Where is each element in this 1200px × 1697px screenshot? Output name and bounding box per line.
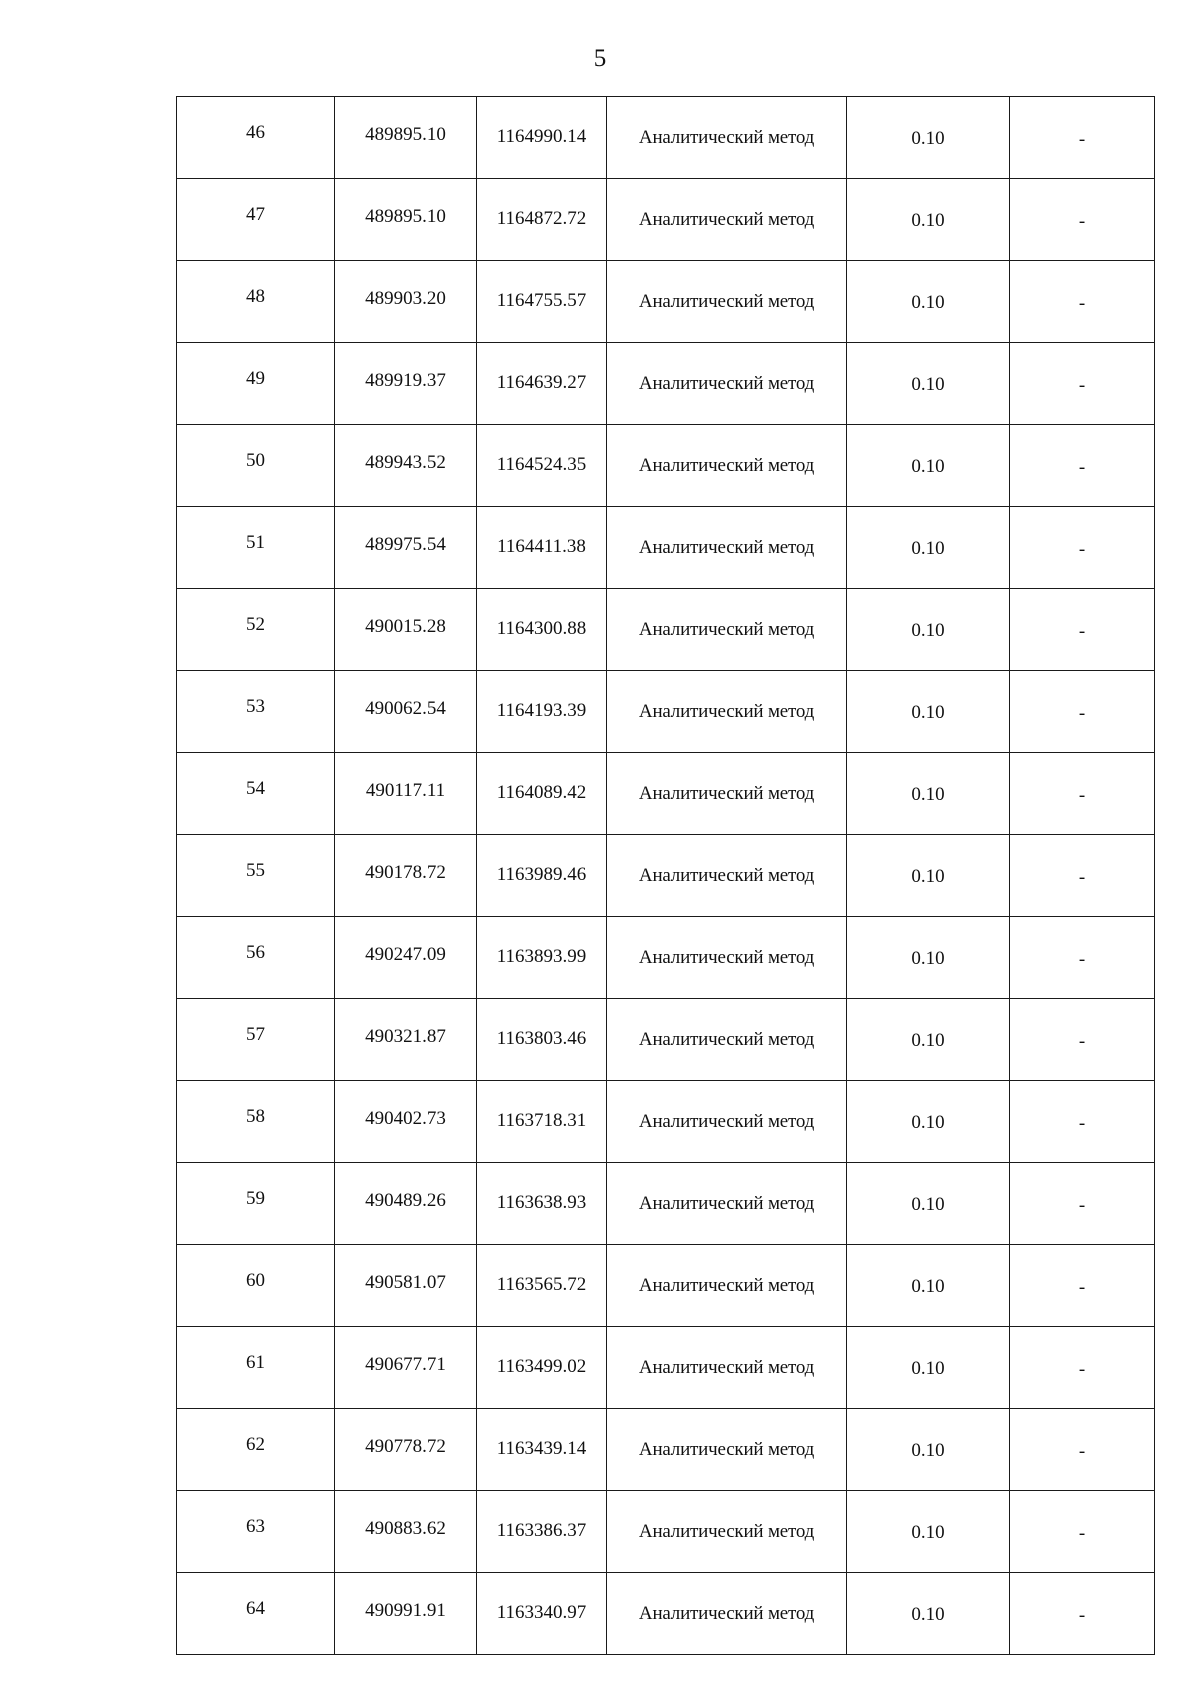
point-number-cell: 63 — [177, 1491, 335, 1573]
x-coordinate-cell: 490883.62 — [335, 1491, 477, 1573]
method-cell: Аналитический метод — [607, 1327, 847, 1409]
point-number-cell: 47 — [177, 179, 335, 261]
method-cell: Аналитический метод — [607, 589, 847, 671]
method-cell: Аналитический метод — [607, 835, 847, 917]
point-number-cell: 62 — [177, 1409, 335, 1491]
accuracy-cell: 0.10 — [847, 1327, 1010, 1409]
accuracy-cell: 0.10 — [847, 507, 1010, 589]
x-coordinate-cell: 490581.07 — [335, 1245, 477, 1327]
accuracy-cell: 0.10 — [847, 1163, 1010, 1245]
note-cell: - — [1010, 999, 1155, 1081]
table-row — [177, 179, 1155, 261]
point-number-cell: 50 — [177, 425, 335, 507]
y-coordinate-cell: 1164872.72 — [477, 179, 607, 261]
table-row — [177, 97, 1155, 179]
y-coordinate-cell: 1163565.72 — [477, 1245, 607, 1327]
note-cell: - — [1010, 1081, 1155, 1163]
table-row — [177, 507, 1155, 589]
coordinates-table-body — [177, 97, 1155, 1655]
table-row — [177, 1163, 1155, 1245]
method-cell: Аналитический метод — [607, 97, 847, 179]
note-cell: - — [1010, 917, 1155, 999]
point-number-cell: 48 — [177, 261, 335, 343]
accuracy-cell: 0.10 — [847, 1491, 1010, 1573]
point-number-cell: 54 — [177, 753, 335, 835]
x-coordinate-cell: 490489.26 — [335, 1163, 477, 1245]
note-cell: - — [1010, 425, 1155, 507]
point-number-cell: 57 — [177, 999, 335, 1081]
note-cell: - — [1010, 1573, 1155, 1655]
x-coordinate-cell: 490677.71 — [335, 1327, 477, 1409]
method-cell: Аналитический метод — [607, 671, 847, 753]
y-coordinate-cell: 1163386.37 — [477, 1491, 607, 1573]
table-row — [177, 917, 1155, 999]
note-cell: - — [1010, 261, 1155, 343]
point-number-cell: 51 — [177, 507, 335, 589]
point-number-cell: 60 — [177, 1245, 335, 1327]
method-cell: Аналитический метод — [607, 1573, 847, 1655]
method-cell: Аналитический метод — [607, 999, 847, 1081]
y-coordinate-cell: 1164639.27 — [477, 343, 607, 425]
note-cell: - — [1010, 507, 1155, 589]
x-coordinate-cell: 490117.11 — [335, 753, 477, 835]
accuracy-cell: 0.10 — [847, 261, 1010, 343]
page-number: 5 — [593, 45, 607, 72]
table-row — [177, 589, 1155, 671]
table-row — [177, 1573, 1155, 1655]
x-coordinate-cell: 489895.10 — [335, 179, 477, 261]
method-cell: Аналитический метод — [607, 179, 847, 261]
accuracy-cell: 0.10 — [847, 97, 1010, 179]
point-number-cell: 46 — [177, 97, 335, 179]
coordinates-table-container — [176, 96, 1154, 1655]
point-number-cell: 49 — [177, 343, 335, 425]
note-cell: - — [1010, 1491, 1155, 1573]
y-coordinate-cell: 1163718.31 — [477, 1081, 607, 1163]
accuracy-cell: 0.10 — [847, 1573, 1010, 1655]
table-row — [177, 1081, 1155, 1163]
accuracy-cell: 0.10 — [847, 343, 1010, 425]
accuracy-cell: 0.10 — [847, 179, 1010, 261]
x-coordinate-cell: 490178.72 — [335, 835, 477, 917]
point-number-cell: 52 — [177, 589, 335, 671]
y-coordinate-cell: 1164300.88 — [477, 589, 607, 671]
x-coordinate-cell: 490778.72 — [335, 1409, 477, 1491]
point-number-cell: 58 — [177, 1081, 335, 1163]
point-number-cell: 53 — [177, 671, 335, 753]
x-coordinate-cell: 490991.91 — [335, 1573, 477, 1655]
y-coordinate-cell: 1163893.99 — [477, 917, 607, 999]
y-coordinate-cell: 1164089.42 — [477, 753, 607, 835]
x-coordinate-cell: 490247.09 — [335, 917, 477, 999]
y-coordinate-cell: 1163803.46 — [477, 999, 607, 1081]
x-coordinate-cell: 489895.10 — [335, 97, 477, 179]
x-coordinate-cell: 489919.37 — [335, 343, 477, 425]
note-cell: - — [1010, 753, 1155, 835]
note-cell: - — [1010, 835, 1155, 917]
accuracy-cell: 0.10 — [847, 1245, 1010, 1327]
accuracy-cell: 0.10 — [847, 835, 1010, 917]
note-cell: - — [1010, 1163, 1155, 1245]
method-cell: Аналитический метод — [607, 1245, 847, 1327]
method-cell: Аналитический метод — [607, 507, 847, 589]
table-row — [177, 1327, 1155, 1409]
method-cell: Аналитический метод — [607, 1163, 847, 1245]
x-coordinate-cell: 489943.52 — [335, 425, 477, 507]
method-cell: Аналитический метод — [607, 753, 847, 835]
method-cell: Аналитический метод — [607, 425, 847, 507]
coordinates-table — [176, 96, 1155, 1655]
method-cell: Аналитический метод — [607, 343, 847, 425]
method-cell: Аналитический метод — [607, 261, 847, 343]
note-cell: - — [1010, 97, 1155, 179]
y-coordinate-cell: 1163439.14 — [477, 1409, 607, 1491]
note-cell: - — [1010, 1409, 1155, 1491]
accuracy-cell: 0.10 — [847, 425, 1010, 507]
y-coordinate-cell: 1163499.02 — [477, 1327, 607, 1409]
x-coordinate-cell: 490321.87 — [335, 999, 477, 1081]
point-number-cell: 56 — [177, 917, 335, 999]
accuracy-cell: 0.10 — [847, 917, 1010, 999]
y-coordinate-cell: 1163340.97 — [477, 1573, 607, 1655]
table-row — [177, 343, 1155, 425]
y-coordinate-cell: 1164990.14 — [477, 97, 607, 179]
method-cell: Аналитический метод — [607, 1081, 847, 1163]
y-coordinate-cell: 1164193.39 — [477, 671, 607, 753]
note-cell: - — [1010, 1245, 1155, 1327]
note-cell: - — [1010, 1327, 1155, 1409]
y-coordinate-cell: 1164411.38 — [477, 507, 607, 589]
table-row — [177, 671, 1155, 753]
table-row — [177, 425, 1155, 507]
table-row — [177, 753, 1155, 835]
x-coordinate-cell: 490402.73 — [335, 1081, 477, 1163]
y-coordinate-cell: 1164755.57 — [477, 261, 607, 343]
note-cell: - — [1010, 589, 1155, 671]
table-row — [177, 1491, 1155, 1573]
accuracy-cell: 0.10 — [847, 1081, 1010, 1163]
method-cell: Аналитический метод — [607, 1409, 847, 1491]
point-number-cell: 61 — [177, 1327, 335, 1409]
table-row — [177, 1245, 1155, 1327]
note-cell: - — [1010, 343, 1155, 425]
point-number-cell: 55 — [177, 835, 335, 917]
y-coordinate-cell: 1163638.93 — [477, 1163, 607, 1245]
method-cell: Аналитический метод — [607, 1491, 847, 1573]
table-row — [177, 1409, 1155, 1491]
note-cell: - — [1010, 671, 1155, 753]
accuracy-cell: 0.10 — [847, 999, 1010, 1081]
note-cell: - — [1010, 179, 1155, 261]
accuracy-cell: 0.10 — [847, 753, 1010, 835]
accuracy-cell: 0.10 — [847, 1409, 1010, 1491]
x-coordinate-cell: 490015.28 — [335, 589, 477, 671]
table-row — [177, 261, 1155, 343]
point-number-cell: 64 — [177, 1573, 335, 1655]
table-row — [177, 835, 1155, 917]
point-number-cell: 59 — [177, 1163, 335, 1245]
x-coordinate-cell: 489975.54 — [335, 507, 477, 589]
y-coordinate-cell: 1164524.35 — [477, 425, 607, 507]
accuracy-cell: 0.10 — [847, 589, 1010, 671]
y-coordinate-cell: 1163989.46 — [477, 835, 607, 917]
table-row — [177, 999, 1155, 1081]
x-coordinate-cell: 490062.54 — [335, 671, 477, 753]
method-cell: Аналитический метод — [607, 917, 847, 999]
x-coordinate-cell: 489903.20 — [335, 261, 477, 343]
accuracy-cell: 0.10 — [847, 671, 1010, 753]
